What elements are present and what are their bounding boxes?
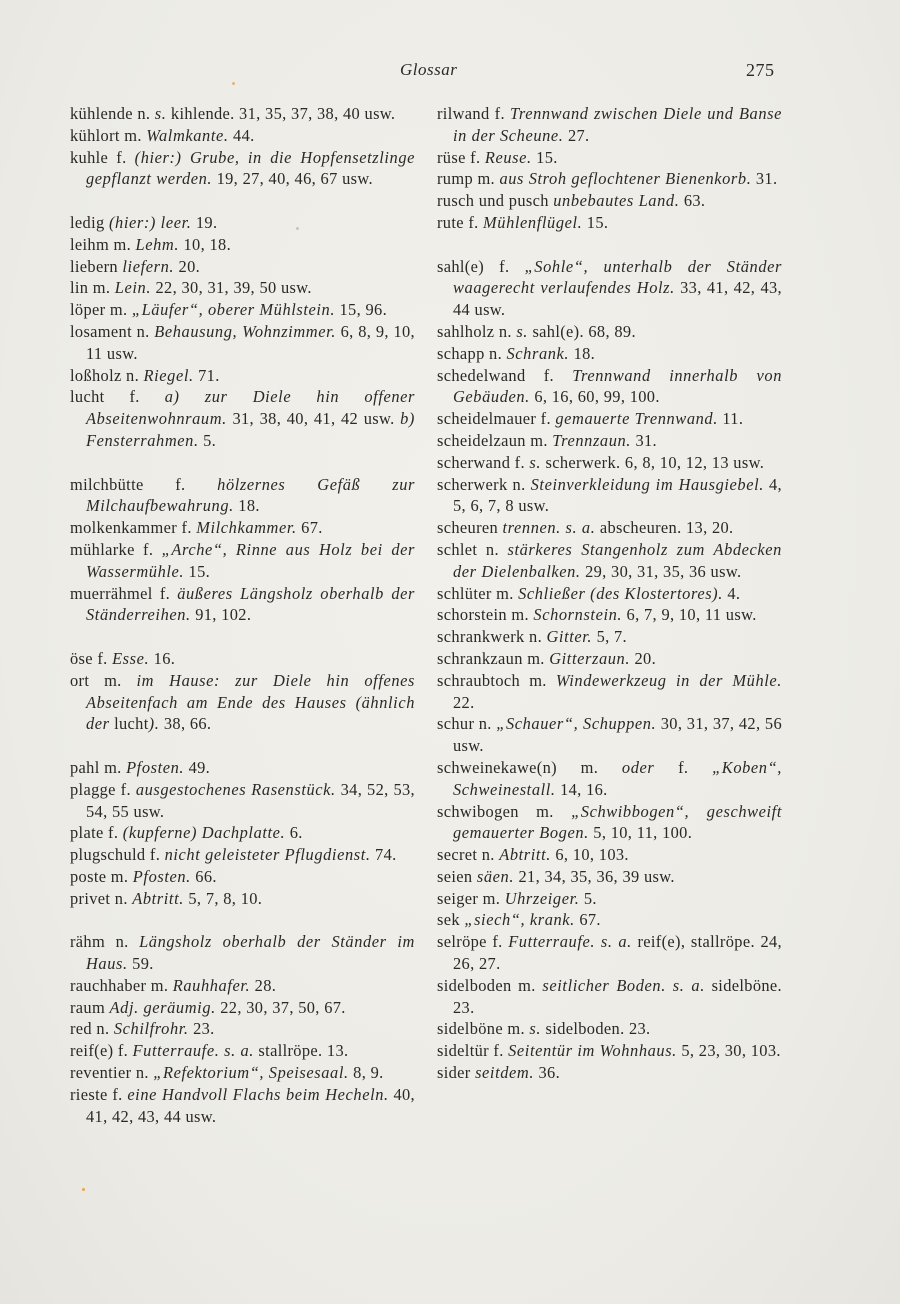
entry-references: 5.	[579, 888, 597, 908]
entry-headword: löper m.	[70, 300, 132, 320]
glossary-entry	[70, 386, 415, 451]
entry-references: 29, 30, 31, 35, 36 usw.	[580, 561, 742, 581]
entry-references: sahl(e). 68, 89.	[528, 321, 636, 341]
entry-definition: Abtritt.	[132, 888, 184, 908]
entry-definition: Pfosten.	[132, 866, 191, 886]
entry-references: 27.	[563, 125, 590, 145]
entry-definition: „Schauer“, Schuppen.	[496, 714, 657, 734]
entry-definition: eine Handvoll Flachs beim Hecheln.	[127, 1084, 389, 1104]
entry-headword: rieste f.	[70, 1084, 128, 1104]
entry-headword: seien	[437, 866, 477, 886]
entry-references: 6, 10, 103.	[550, 845, 629, 865]
entry-definition: Windewerkzeug in der Mühle.	[555, 670, 783, 690]
glossary-entry	[437, 931, 782, 975]
entry-definition: Gitterzaun.	[549, 648, 631, 668]
entry-references: 18.	[233, 496, 260, 516]
entry-definition: „Schwibbogen“, geschweift gemauerter Bogen.	[453, 801, 782, 843]
glossary-entry	[437, 430, 782, 452]
entry-headword: muerrähmel f.	[70, 583, 178, 603]
entry-headword: reif(e) f.	[70, 1041, 133, 1061]
entry-references: 21, 34, 35, 36, 39 usw.	[514, 866, 675, 886]
entry-definition: Gitter.	[546, 627, 593, 647]
entry-definition: stärkeres Stangenholz zum Abdecken der Dielenbalken.	[453, 539, 782, 581]
entry-definition: trennen. s. a.	[502, 518, 596, 538]
glossary-entry	[437, 212, 782, 234]
entry-references: 22, 30, 37, 50, 67.	[215, 997, 346, 1017]
glossary-entry	[437, 713, 782, 757]
glossary-entry	[437, 517, 782, 539]
entry-headword: pahl m.	[70, 757, 127, 777]
entry-definition: „Läufer“, oberer Mühlstein.	[131, 300, 336, 320]
entry-references: 74.	[370, 845, 397, 865]
entry-headword: seiger m.	[437, 888, 505, 908]
entry-headword: plagge f.	[70, 779, 136, 799]
glossary-entry	[70, 888, 415, 910]
entry-headword: schlet n.	[437, 539, 508, 559]
entry-headword: scherwerk n.	[437, 474, 531, 494]
entry-definition: säen.	[476, 866, 515, 886]
entry-references: 22, 30, 31, 39, 50 usw.	[151, 278, 312, 298]
entry-definition: s.	[154, 104, 167, 123]
entry-references: 6, 7, 9, 10, 11 usw.	[622, 605, 757, 625]
section-gap	[70, 626, 415, 648]
entry-definition: Abtritt.	[499, 845, 551, 865]
entry-definition: s.	[516, 321, 528, 341]
entry-references: 15.	[582, 212, 609, 232]
glossary-entry	[437, 474, 782, 518]
entry-references: 20.	[630, 648, 657, 668]
entry-headword: scheuren	[437, 518, 503, 538]
entry-references: 15.	[531, 147, 558, 167]
entry-headword: ledig	[70, 212, 109, 232]
entry-references: 66.	[190, 866, 217, 886]
entry-references: stallröpe. 13.	[253, 1041, 349, 1061]
entry-headword: schweinekawe(n) m.	[437, 757, 622, 777]
entry-definition: Mühlenflügel.	[483, 212, 583, 232]
entry-definition: Schornstein.	[533, 605, 623, 625]
entry-headword: kuhle f.	[70, 147, 135, 167]
entry-definition: unbebautes Land.	[553, 191, 680, 211]
entry-headword: privet n.	[70, 888, 133, 908]
entry-references: 63.	[679, 191, 706, 211]
entry-definition: Behausung, Wohnzimmer.	[154, 321, 336, 341]
glossary-entry	[437, 801, 782, 845]
glossary-entry	[70, 125, 415, 147]
entry-references: 11.	[717, 409, 744, 429]
entry-references: 15, 96.	[335, 300, 388, 320]
glossary-entry	[437, 1040, 782, 1062]
glossary-entry	[70, 997, 415, 1019]
glossary-entry	[70, 779, 415, 823]
entry-headword: secret n.	[437, 845, 500, 865]
entry-headword: plate f.	[70, 823, 123, 843]
entry-headword: schwibogen m.	[437, 801, 572, 821]
entry-headword: rähm n.	[70, 932, 140, 952]
entry-references: 5, 7.	[592, 627, 628, 647]
entry-headword: schur n.	[437, 714, 497, 734]
entry-headword: kühlort m.	[70, 125, 147, 145]
entry-references: kihlende. 31, 35, 37, 38, 40 usw.	[166, 104, 396, 123]
entry-references: 67.	[296, 518, 323, 538]
entry-headword: scheidelzaun m.	[437, 430, 553, 450]
glossary-entry	[437, 670, 782, 714]
entry-references: 6.	[285, 823, 303, 843]
entry-definition: Schrank.	[506, 343, 570, 363]
entry-definition: Esse.	[112, 648, 150, 668]
entry-references: 40, 41, 42, 43, 44 usw.	[86, 1084, 415, 1126]
entry-definition: Seitentür im Wohnhaus.	[508, 1041, 677, 1061]
entry-definition: Milchkammer.	[196, 518, 297, 538]
entry-references: lucht	[109, 714, 149, 734]
entry-definition: liefern.	[122, 256, 175, 276]
paper-speck	[296, 227, 299, 230]
entry-definition: „Refektorium“, Speisesaal.	[153, 1063, 349, 1083]
glossary-entry	[70, 256, 415, 278]
glossary-entry	[70, 299, 415, 321]
glossary-entry	[437, 626, 782, 648]
entry-definition: Lein.	[114, 278, 152, 298]
glossary-entry	[70, 822, 415, 844]
entry-definition: Trennwand innerhalb von Gebäuden.	[453, 365, 782, 407]
entry-references: 28.	[250, 975, 277, 995]
entry-headword: schorstein m.	[437, 605, 534, 625]
entry-definition: ausgestochenes Rasenstück.	[135, 779, 336, 799]
entry-definition: ).	[148, 714, 160, 734]
entry-definition: Rauhhafer.	[172, 975, 251, 995]
entry-headword: rauchhaber m.	[70, 975, 173, 995]
glossary-entry	[70, 1084, 415, 1128]
entry-headword: sideltür f.	[437, 1041, 509, 1061]
glossary-entry	[437, 452, 782, 474]
glossary-entry	[437, 844, 782, 866]
glossary-entry	[70, 474, 415, 518]
entry-definition: oder	[621, 757, 655, 777]
entry-references: 59.	[127, 954, 154, 974]
entry-references: 23.	[188, 1019, 215, 1039]
entry-definition: „siech“, krank.	[464, 910, 575, 930]
glossary-entry	[437, 343, 782, 365]
entry-definition: im Hause: zur Diele hin offenes Abseitenfach am Ende des Hauses (ähnlich der	[86, 670, 416, 734]
entry-definition: Walmkante.	[146, 125, 229, 145]
entry-references: 49.	[184, 757, 211, 777]
glossary-entry	[437, 1062, 782, 1084]
entry-headword: losament n.	[70, 321, 155, 341]
entry-headword: rusch und pusch	[437, 191, 554, 211]
entry-headword: scherwand f.	[437, 452, 530, 472]
entry-headword: schapp n.	[437, 343, 507, 363]
glossary-entry	[70, 975, 415, 997]
entry-references: 44.	[228, 125, 255, 145]
entry-references: 5.	[198, 430, 217, 450]
glossary-column-left	[70, 103, 415, 1127]
entry-definition: „Arche“, Rinne aus Holz bei der Wassermühle.	[86, 539, 415, 581]
paper-speck	[232, 82, 235, 85]
entry-headword: loßholz n.	[70, 365, 144, 385]
entry-definition: (kupferne) Dachplatte.	[122, 823, 286, 843]
glossary-entry	[437, 909, 782, 931]
entry-headword: kühlende n.	[70, 104, 155, 123]
glossary-entry	[70, 517, 415, 539]
glossary-entry	[70, 844, 415, 866]
running-title: Glossar	[400, 60, 458, 79]
glossary-entry	[437, 583, 782, 605]
entry-references: 71.	[193, 365, 220, 385]
entry-headword: sidelboden m.	[437, 975, 543, 995]
entry-references: 19.	[191, 212, 218, 232]
entry-headword: sider	[437, 1063, 476, 1083]
entry-definition: s.	[529, 1019, 542, 1039]
entry-references: 34, 52, 53, 54, 55 usw.	[86, 779, 415, 821]
entry-references: 20.	[174, 256, 201, 276]
entry-definition: a) zur Diele hin offener Abseitenwohnraum.	[86, 387, 415, 429]
glossary-entry	[70, 866, 415, 888]
entry-headword: milchbütte f.	[70, 474, 218, 494]
glossary-entry	[70, 757, 415, 779]
glossary-entry	[70, 1062, 415, 1084]
entry-headword: lucht f.	[70, 387, 165, 407]
glossary-entry	[437, 168, 782, 190]
entry-definition: „Koben“, Schweinestall.	[453, 757, 783, 799]
entry-definition: nicht geleisteter Pflugdienst.	[164, 845, 371, 865]
glossary-entry	[70, 1018, 415, 1040]
entry-definition: Uhrzeiger.	[504, 888, 580, 908]
glossary-entry	[437, 866, 782, 888]
entry-headword: rilwand f.	[437, 104, 511, 123]
section-gap	[70, 190, 415, 212]
glossary-entry	[70, 583, 415, 627]
entry-references: 38, 66.	[159, 714, 212, 734]
entry-headword: rute f.	[437, 212, 484, 232]
entry-headword: red n.	[70, 1019, 114, 1039]
section-gap	[70, 452, 415, 474]
glossary-entry	[437, 648, 782, 670]
entry-definition: seitdem.	[475, 1063, 535, 1083]
entry-headword: öse f.	[70, 648, 113, 668]
glossary-entry	[437, 365, 782, 409]
entry-headword: schrankzaun m.	[437, 648, 550, 668]
glossary-column-right	[437, 103, 782, 1084]
entry-definition: Reuse.	[484, 147, 532, 167]
entry-definition: äußeres Längsholz oberhalb der Ständerreihen.	[86, 583, 415, 625]
glossary-entry	[70, 234, 415, 256]
entry-references: 5, 10, 11, 100.	[588, 823, 693, 843]
glossary-entry	[70, 277, 415, 299]
entry-references: 67.	[574, 910, 601, 930]
glossary-entry	[70, 1040, 415, 1062]
glossary-entry	[437, 103, 782, 147]
entry-references: f.	[654, 757, 713, 777]
glossary-entry	[437, 604, 782, 626]
entry-headword: leihm m.	[70, 234, 136, 254]
entry-headword: mühlarke f.	[70, 539, 162, 559]
entry-definition: hölzernes Gefäß zur Milchaufbewahrung.	[86, 474, 415, 516]
page-number: 275	[746, 60, 775, 80]
entry-definition: Riegel.	[143, 365, 194, 385]
entry-references: 6, 8, 9, 10, 11 usw.	[86, 321, 416, 363]
entry-definition: „Sohle“, unterhalb der Ständer waagerecht verlaufendes Holz.	[453, 256, 782, 298]
entry-headword: molkenkammer f.	[70, 518, 197, 538]
entry-headword: lin m.	[70, 278, 115, 298]
entry-references: 5, 7, 8, 10.	[183, 888, 263, 908]
entry-definition: Futterraufe. s. a.	[132, 1041, 254, 1061]
entry-references: 33, 41, 42, 43, 44 usw.	[453, 278, 782, 320]
section-gap	[70, 735, 415, 757]
entry-definition: Trennwand zwischen Diele und Banse in der Scheune.	[453, 104, 783, 145]
entry-references: 30, 31, 37, 42, 56 usw.	[453, 714, 783, 756]
glossary-entry	[437, 1018, 782, 1040]
entry-definition: aus Stroh geflochtener Bienenkorb.	[499, 169, 752, 189]
entry-references: 16.	[149, 648, 176, 668]
entry-definition: b) Fensterrahmen.	[86, 409, 415, 450]
entry-references: abscheuren. 13, 20.	[595, 518, 734, 538]
entry-definition: s.	[529, 452, 542, 472]
entry-headword: reventier n.	[70, 1063, 154, 1083]
glossary-entry	[70, 648, 415, 670]
glossary-entry	[437, 757, 782, 801]
entry-headword: rüse f.	[437, 147, 485, 167]
entry-references: 6, 16, 60, 99, 100.	[529, 387, 660, 407]
entry-definition: Längsholz oberhalb der Ständer im Haus.	[86, 932, 415, 974]
entry-headword: scheidelmauer f.	[437, 409, 556, 429]
entry-references: 4.	[722, 583, 741, 603]
glossary-entry	[70, 539, 415, 583]
entry-definition: Lehm.	[135, 234, 180, 254]
entry-references: sidelboden. 23.	[541, 1019, 651, 1039]
entry-headword: poste m.	[70, 866, 133, 886]
entry-references: 14, 16.	[555, 779, 608, 799]
entry-definition: Pfosten.	[126, 757, 185, 777]
entry-headword: liebern	[70, 256, 123, 276]
glossary-entry	[70, 321, 415, 365]
glossary-entry	[70, 147, 415, 191]
entry-headword: sidelböne m.	[437, 1019, 530, 1039]
entry-definition: seitlicher Boden. s. a.	[542, 975, 705, 995]
glossary-entry	[437, 256, 782, 321]
entry-headword: sek	[437, 910, 465, 930]
entry-headword: schedelwand f.	[437, 365, 573, 385]
section-gap	[70, 909, 415, 931]
entry-references: 36.	[534, 1063, 561, 1083]
entry-references: 31.	[751, 169, 778, 189]
glossary-entry	[437, 888, 782, 910]
entry-definition: Trennzaun.	[552, 430, 632, 450]
entry-headword: ort m.	[70, 670, 137, 690]
glossary-entry	[437, 975, 782, 1019]
entry-definition: Schilfrohr.	[113, 1019, 189, 1039]
section-gap	[437, 234, 782, 256]
entry-references: 4, 5, 6, 7, 8 usw.	[453, 474, 782, 516]
entry-references: 15.	[184, 561, 211, 581]
glossary-entry	[70, 103, 415, 125]
entry-references: 18.	[569, 343, 596, 363]
entry-definition: gemauerte Trennwand.	[555, 409, 718, 429]
paper-speck	[82, 1188, 85, 1191]
entry-definition: Schließer (des Klostertores).	[518, 583, 723, 603]
entry-references: 31, 38, 40, 41, 42 usw.	[226, 409, 401, 429]
entry-references: scherwerk. 6, 8, 10, 12, 13 usw.	[541, 452, 765, 472]
glossary-entry	[437, 190, 782, 212]
entry-references: 8, 9.	[348, 1063, 384, 1083]
entry-headword: sahlholz n.	[437, 321, 517, 341]
entry-definition: (hier:) leer.	[108, 212, 192, 232]
entry-references: 5, 23, 30, 103.	[676, 1041, 781, 1061]
entry-references: 91, 102.	[190, 605, 252, 625]
entry-references: 10, 18.	[179, 234, 232, 254]
entry-headword: plugschuld f.	[70, 845, 165, 865]
entry-references: 31.	[631, 430, 658, 450]
entry-headword: schlüter m.	[437, 583, 519, 603]
entry-headword: sahl(e) f.	[437, 256, 525, 276]
entry-headword: rump m.	[437, 169, 500, 189]
entry-definition: Adj. geräumig.	[109, 997, 216, 1017]
glossary-entry	[437, 539, 782, 583]
entry-headword: schrankwerk n.	[437, 627, 547, 647]
entry-definition: Steinverkleidung im Hausgiebel.	[530, 474, 764, 494]
glossary-entry	[437, 147, 782, 169]
entry-references: 22.	[453, 692, 475, 712]
running-head	[0, 58, 900, 88]
glossary-entry	[437, 321, 782, 343]
entry-definition: (hier:) Grube, in die Hopfensetzlinge gepflanzt werden.	[86, 147, 415, 189]
entry-definition: Futterraufe. s. a.	[508, 932, 632, 952]
entry-headword: raum	[70, 997, 110, 1017]
entry-references: sidelböne. 23.	[453, 975, 782, 1017]
entry-headword: schraubtoch m.	[437, 670, 556, 690]
entry-references: 19, 27, 40, 46, 67 usw.	[212, 169, 373, 189]
glossary-entry	[70, 931, 415, 975]
entry-references: reif(e), stallröpe. 24, 26, 27.	[453, 932, 782, 974]
glossary-entry	[437, 408, 782, 430]
glossary-entry	[70, 670, 415, 735]
entry-headword: selröpe f.	[437, 932, 509, 952]
glossary-entry	[70, 212, 415, 234]
glossary-entry	[70, 365, 415, 387]
